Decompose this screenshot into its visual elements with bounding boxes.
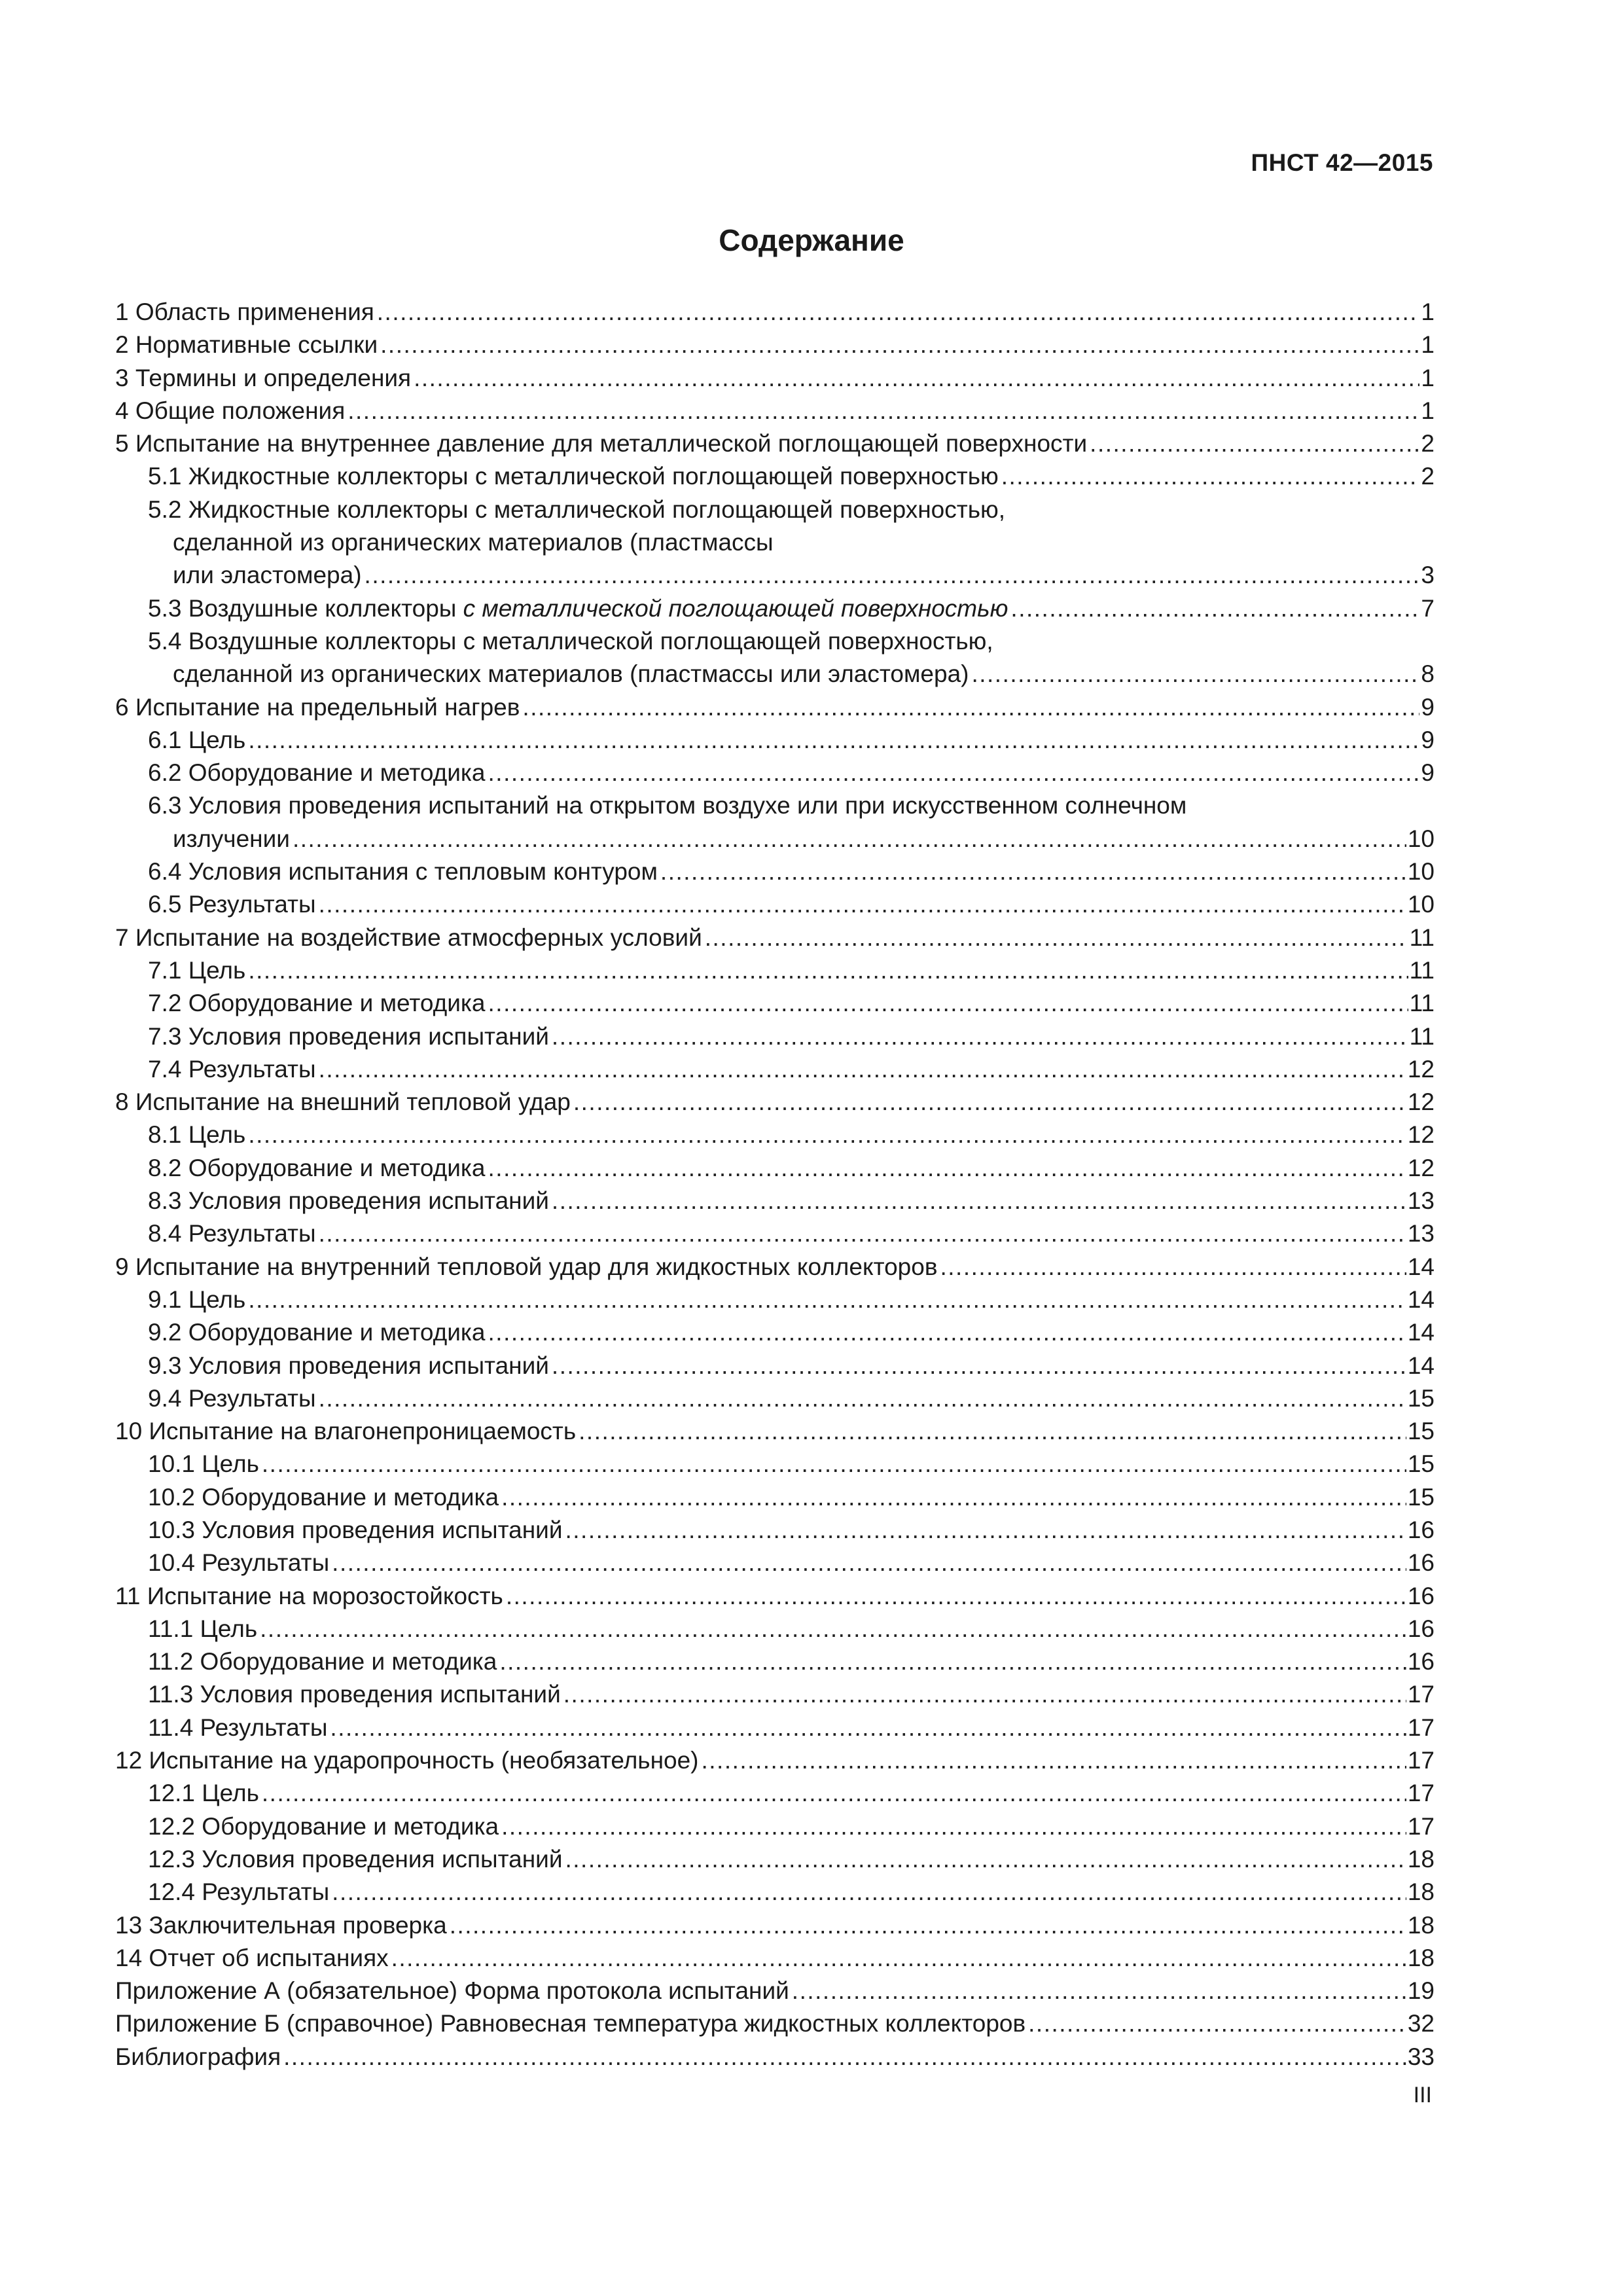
toc-entry-title [148, 1119, 245, 1151]
toc-entry-text: 7.3 Условия проведения испытаний [148, 1022, 549, 1050]
toc-entry-title [148, 1185, 549, 1217]
toc-entry-title [115, 1415, 576, 1448]
toc-entry [115, 1909, 1435, 1942]
toc-entry-page: 14 [1407, 1352, 1435, 1379]
toc-entry-title [115, 1580, 503, 1613]
dot-leader [506, 1580, 1406, 1613]
dot-leader [573, 1086, 1406, 1119]
toc-entry-text: 5.4 Воздушные коллекторы с металлической поглощающей поверхностью, [148, 627, 993, 655]
dot-leader [365, 559, 1420, 592]
toc-entry-page: 19 [1407, 1977, 1435, 2005]
dot-leader [563, 1678, 1406, 1711]
toc-entry [115, 1645, 1435, 1678]
dot-leader [702, 1744, 1406, 1777]
toc-entry-text: 10.2 Оборудование и методика [148, 1483, 499, 1511]
dot-leader [660, 855, 1406, 888]
toc-entry [115, 592, 1435, 625]
toc-entry-title [115, 329, 378, 361]
toc-entry-text: 11 Испытание на морозостойкость [115, 1582, 503, 1609]
dot-leader [971, 658, 1419, 691]
toc-entry [115, 2041, 1435, 2073]
toc-entry-page: 12 [1407, 1154, 1435, 1181]
toc-entry [115, 1185, 1435, 1217]
toc-entry [115, 658, 1435, 691]
toc-entry [115, 1086, 1435, 1119]
toc-title: Содержание [719, 223, 904, 257]
toc-entry [115, 1283, 1435, 1316]
toc-entry-title [115, 2007, 1026, 2040]
dot-leader [283, 2041, 1406, 2073]
dot-leader [332, 1547, 1406, 1579]
toc-entry-text: 11.2 Оборудование и методика [148, 1648, 497, 1676]
toc-entry-page: 11 [1409, 956, 1435, 984]
dot-leader [248, 724, 1419, 757]
toc-entry [115, 1777, 1435, 1810]
toc-entry-page: 13 [1407, 1220, 1435, 1247]
toc-entry-page: 32 [1407, 2010, 1435, 2037]
toc-entry-title [148, 1777, 259, 1810]
toc-entry-page: 16 [1407, 1516, 1435, 1543]
toc-entry-title [148, 1382, 316, 1415]
toc-entry-page: 17 [1407, 1812, 1435, 1840]
toc-entry-page: 16 [1407, 1582, 1435, 1609]
toc-entry-text: 6.4 Условия испытания с тепловым контуром [148, 858, 658, 886]
dot-leader [488, 757, 1420, 789]
toc-entry [115, 1678, 1435, 1711]
dot-leader [1028, 2007, 1406, 2040]
dot-leader [319, 888, 1406, 921]
page-number: III [1413, 2083, 1432, 2108]
toc-entry-text: 8.4 Результаты [148, 1220, 316, 1247]
dot-leader [450, 1909, 1406, 1942]
toc-entry-text: 5 Испытание на внутреннее давление для металлической поглощающей поверхности [115, 430, 1088, 457]
toc-entry-page: 9 [1421, 759, 1435, 787]
toc-entry-page: 14 [1407, 1319, 1435, 1346]
toc-entry [115, 757, 1435, 789]
toc-entry [115, 1415, 1435, 1448]
toc-entry-title [148, 757, 486, 789]
toc-entry [115, 1712, 1435, 1744]
dot-leader [501, 1810, 1406, 1843]
toc-entry-title [148, 493, 1005, 526]
toc-entry-italic-text: с металлической поглощающей поверхностью [463, 594, 1008, 622]
toc-entry-title [115, 1942, 389, 1975]
toc-entry-text: Библиография [115, 2043, 281, 2070]
toc-entry-text: излучении [173, 825, 290, 852]
toc-entry-title [173, 823, 290, 855]
toc-entry-page: 16 [1407, 1549, 1435, 1577]
toc-entry-page: 2 [1421, 463, 1435, 490]
toc-entry-text: 3 Термины и определения [115, 364, 412, 391]
toc-entry-page: 8 [1421, 660, 1435, 688]
toc-entry-page: 14 [1407, 1253, 1435, 1280]
document-code: ПНСТ 42—2015 [1251, 149, 1433, 176]
dot-leader [332, 1876, 1406, 1909]
toc-entry-page: 1 [1421, 364, 1435, 391]
toc-entry-title [148, 592, 1008, 625]
toc-entry-text: 6 Испытание на предельный нагрев [115, 693, 520, 721]
toc-entry-title [115, 395, 345, 427]
toc-entry [115, 1251, 1435, 1283]
dot-leader [940, 1251, 1406, 1283]
toc-entry-title [148, 625, 993, 658]
toc-entry-title [115, 296, 374, 329]
toc-entry-title [115, 1975, 789, 2007]
toc-entry-text: 5.1 Жидкостные коллекторы с металлической поглощающей поверхностью [148, 463, 999, 490]
toc-entry [115, 460, 1435, 493]
toc-entry-title [148, 1645, 497, 1678]
dot-leader [293, 823, 1406, 855]
toc-entry-title [115, 1909, 447, 1942]
dot-leader [488, 1152, 1406, 1185]
toc-entry-text: 6.2 Оборудование и методика [148, 759, 486, 787]
toc-entry [115, 625, 1435, 658]
toc-entry-text: 8.3 Условия проведения испытаний [148, 1187, 549, 1215]
toc-entry [115, 823, 1435, 855]
toc-entry-title [148, 1810, 499, 1843]
toc-entry-text: 12.2 Оборудование и методика [148, 1812, 499, 1840]
toc-entry-title [148, 1678, 561, 1711]
toc-entry-text: Приложение Б (справочное) Равновесная температура жидкостных коллекторов [115, 2010, 1026, 2037]
dot-leader [499, 1645, 1406, 1678]
toc-entry-title [148, 954, 245, 987]
dot-leader [501, 1481, 1406, 1514]
toc-entry [115, 855, 1435, 888]
dot-leader [522, 691, 1419, 724]
dot-leader [552, 1350, 1406, 1382]
toc-entry-page: 10 [1407, 891, 1435, 918]
toc-entry-page: 15 [1407, 1418, 1435, 1445]
toc-entry [115, 1119, 1435, 1151]
toc-entry [115, 1020, 1435, 1053]
dot-leader [414, 362, 1419, 395]
toc-entry [115, 1876, 1435, 1909]
toc-entry-page: 10 [1407, 858, 1435, 886]
toc-entry-title [148, 460, 999, 493]
toc-entry-title [115, 691, 520, 724]
toc-entry [115, 1350, 1435, 1382]
dot-leader [380, 329, 1419, 361]
toc-entry-text: 10.1 Цель [148, 1450, 259, 1478]
toc-entry-text: 7.2 Оборудование и методика [148, 990, 486, 1017]
dot-leader [330, 1712, 1406, 1744]
dot-leader [705, 922, 1408, 954]
toc-entry-text: 11.3 Условия проведения испытаний [148, 1681, 561, 1708]
toc-entry-page: 18 [1407, 1944, 1435, 1971]
toc-entry-title [148, 1217, 316, 1250]
toc-entry-page: 18 [1407, 1911, 1435, 1939]
dot-leader [260, 1613, 1406, 1645]
toc-entry [115, 1547, 1435, 1579]
toc-entry-page: 10 [1407, 825, 1435, 852]
toc-entry-title [173, 559, 362, 592]
toc-entry-title [148, 1514, 563, 1547]
dot-leader [319, 1053, 1406, 1086]
toc-entry [115, 1514, 1435, 1547]
toc-entry-page: 15 [1407, 1384, 1435, 1412]
toc-entry-page: 33 [1407, 2043, 1435, 2070]
toc-entry-page: 11 [1409, 924, 1435, 951]
toc-entry-title [115, 2041, 281, 2073]
toc-entry-page: 11 [1409, 1022, 1435, 1050]
toc-entry [115, 1217, 1435, 1250]
dot-leader [391, 1942, 1406, 1975]
toc-entry-text: 8 Испытание на внешний тепловой удар [115, 1088, 571, 1116]
toc-entry [115, 1481, 1435, 1514]
toc-entry [115, 296, 1435, 329]
toc-entry-page: 2 [1421, 430, 1435, 457]
toc-entry-page: 16 [1407, 1648, 1435, 1676]
toc-entry-title [148, 789, 1186, 822]
toc-entry-text: 7 Испытание на воздействие атмосферных условий [115, 924, 702, 951]
toc-entry-text: 1 Область применения [115, 298, 374, 325]
toc-entry-text: 10 Испытание на влагонепроницаемость [115, 1418, 577, 1445]
toc-entry-text: 9.4 Результаты [148, 1384, 316, 1412]
toc-entry-page: 7 [1421, 594, 1435, 622]
toc-entry-text: 14 Отчет об испытаниях [115, 1944, 389, 1971]
dot-leader [348, 395, 1419, 427]
table-of-contents [115, 296, 1435, 2073]
toc-entry-page: 9 [1421, 726, 1435, 753]
dot-leader [552, 1020, 1408, 1053]
toc-entry [115, 987, 1435, 1020]
toc-entry-text: 9 Испытание на внутренний тепловой удар для жидкостных коллекторов [115, 1253, 938, 1280]
toc-entry-text: 6.3 Условия проведения испытаний на открытом воздухе или при искусственном солнечном [148, 792, 1187, 819]
dot-leader [248, 1119, 1406, 1151]
toc-entry-title [148, 1020, 549, 1053]
toc-entry-text: 9.2 Оборудование и методика [148, 1319, 486, 1346]
dot-leader [377, 296, 1420, 329]
toc-entry [115, 2007, 1435, 2040]
toc-entry-page: 9 [1421, 693, 1435, 721]
toc-entry-text: 12 Испытание на ударопрочность (необязательное) [115, 1747, 699, 1774]
toc-entry-page: 13 [1407, 1187, 1435, 1215]
dot-leader [262, 1448, 1406, 1480]
toc-entry-text: 5.2 Жидкостные коллекторы с металлической поглощающей поверхностью, [148, 495, 1005, 523]
toc-entry-text: 4 Общие положения [115, 397, 346, 424]
dot-leader [792, 1975, 1406, 2007]
toc-entry [115, 1843, 1435, 1876]
toc-entry-title [148, 1613, 257, 1645]
toc-entry-page: 12 [1407, 1088, 1435, 1116]
dot-leader [1090, 427, 1419, 460]
toc-entry-title [148, 1448, 259, 1480]
toc-entry-text: 8.2 Оборудование и методика [148, 1154, 486, 1181]
toc-entry [115, 1975, 1435, 2007]
dot-leader [565, 1843, 1406, 1876]
toc-entry-text: 7.1 Цель [148, 956, 246, 984]
toc-entry [115, 1613, 1435, 1645]
toc-entry-text: 6.1 Цель [148, 726, 246, 753]
toc-entry-text: сделанной из органических материалов (пластмассы [173, 529, 774, 556]
toc-entry-title [115, 1251, 937, 1283]
toc-entry [115, 329, 1435, 361]
toc-entry-title [115, 362, 411, 395]
toc-entry-title [148, 1350, 549, 1382]
toc-entry-title [148, 1843, 563, 1876]
toc-entry-title [148, 1152, 486, 1185]
toc-entry [115, 954, 1435, 987]
toc-entry [115, 1316, 1435, 1349]
toc-entry [115, 789, 1435, 822]
dot-leader [488, 1316, 1406, 1349]
dot-leader [488, 987, 1408, 1020]
toc-entry-page: 14 [1407, 1285, 1435, 1313]
toc-entry-title [148, 1053, 316, 1086]
toc-entry-page: 17 [1407, 1713, 1435, 1741]
toc-entry [115, 724, 1435, 757]
toc-entry-title [148, 1283, 245, 1316]
dot-leader [565, 1514, 1406, 1547]
dot-leader [262, 1777, 1406, 1810]
toc-entry-page: 18 [1407, 1878, 1435, 1906]
toc-entry-title [115, 922, 702, 954]
toc-entry-title [173, 658, 969, 691]
dot-leader [319, 1217, 1406, 1250]
toc-entry [115, 427, 1435, 460]
toc-entry-title [115, 1086, 571, 1119]
toc-entry-text: 2 Нормативные ссылки [115, 331, 378, 359]
toc-entry-text: 11.1 Цель [148, 1615, 258, 1642]
dot-leader [552, 1185, 1406, 1217]
toc-entry [115, 1580, 1435, 1613]
toc-entry-page: 1 [1421, 298, 1435, 325]
toc-entry-title [148, 888, 316, 921]
toc-entry-text: 5.3 Воздушные коллекторы [148, 594, 463, 622]
toc-entry-text: 10.4 Результаты [148, 1549, 330, 1577]
toc-entry [115, 559, 1435, 592]
toc-entry-text: 10.3 Условия проведения испытаний [148, 1516, 563, 1543]
toc-entry-text: 8.1 Цель [148, 1121, 246, 1149]
toc-entry [115, 1942, 1435, 1975]
toc-entry [115, 888, 1435, 921]
toc-entry-page: 12 [1407, 1055, 1435, 1083]
toc-entry-page: 11 [1409, 990, 1435, 1017]
toc-entry-text: 9.1 Цель [148, 1285, 246, 1313]
toc-entry-page: 17 [1407, 1747, 1435, 1774]
toc-entry-title [148, 855, 658, 888]
toc-entry-page: 15 [1407, 1483, 1435, 1511]
toc-entry-title [148, 987, 486, 1020]
dot-leader [1010, 592, 1419, 625]
toc-entry [115, 526, 1435, 559]
toc-entry-title [148, 1316, 486, 1349]
toc-entry-page: 12 [1407, 1121, 1435, 1149]
toc-entry-title [115, 427, 1087, 460]
toc-entry-page: 3 [1421, 562, 1435, 589]
toc-entry-title [148, 1547, 329, 1579]
toc-entry-title [173, 526, 774, 559]
toc-entry-text: 13 Заключительная проверка [115, 1911, 447, 1939]
dot-leader [248, 954, 1408, 987]
toc-entry-text: 12.1 Цель [148, 1780, 259, 1807]
toc-entry-text: или эластомера) [173, 562, 362, 589]
toc-entry [115, 362, 1435, 395]
toc-entry [115, 1448, 1435, 1480]
toc-entry-text: 7.4 Результаты [148, 1055, 316, 1083]
toc-entry-text: сделанной из органических материалов (пластмассы или эластомера) [173, 660, 969, 688]
toc-entry-page: 1 [1421, 397, 1435, 424]
dot-leader [579, 1415, 1406, 1448]
dot-leader [319, 1382, 1406, 1415]
toc-entry-title [148, 1712, 327, 1744]
toc-entry [115, 493, 1435, 526]
toc-entry [115, 691, 1435, 724]
toc-entry-text: 6.5 Результаты [148, 891, 316, 918]
toc-entry-page: 16 [1407, 1615, 1435, 1642]
toc-entry-text: Приложение А (обязательное) Форма протокола испытаний [115, 1977, 789, 2005]
toc-entry [115, 1382, 1435, 1415]
dot-leader [248, 1283, 1406, 1316]
toc-entry-title [148, 1876, 329, 1909]
toc-entry-page: 18 [1407, 1845, 1435, 1873]
toc-entry-page: 1 [1421, 331, 1435, 359]
dot-leader [1001, 460, 1420, 493]
toc-entry-page: 17 [1407, 1780, 1435, 1807]
toc-entry [115, 1744, 1435, 1777]
toc-entry [115, 1810, 1435, 1843]
toc-entry [115, 1053, 1435, 1086]
toc-entry-title [148, 724, 245, 757]
toc-entry-page: 15 [1407, 1450, 1435, 1478]
toc-entry [115, 395, 1435, 427]
toc-entry-text: 9.3 Условия проведения испытаний [148, 1352, 549, 1379]
toc-entry-text: 12.4 Результаты [148, 1878, 330, 1906]
toc-entry-title [148, 1481, 499, 1514]
toc-entry-page: 17 [1407, 1681, 1435, 1708]
toc-entry [115, 922, 1435, 954]
toc-entry-title [115, 1744, 699, 1777]
toc-entry-text: 12.3 Условия проведения испытаний [148, 1845, 563, 1873]
toc-entry-text: 11.4 Результаты [148, 1713, 328, 1741]
toc-entry [115, 1152, 1435, 1185]
